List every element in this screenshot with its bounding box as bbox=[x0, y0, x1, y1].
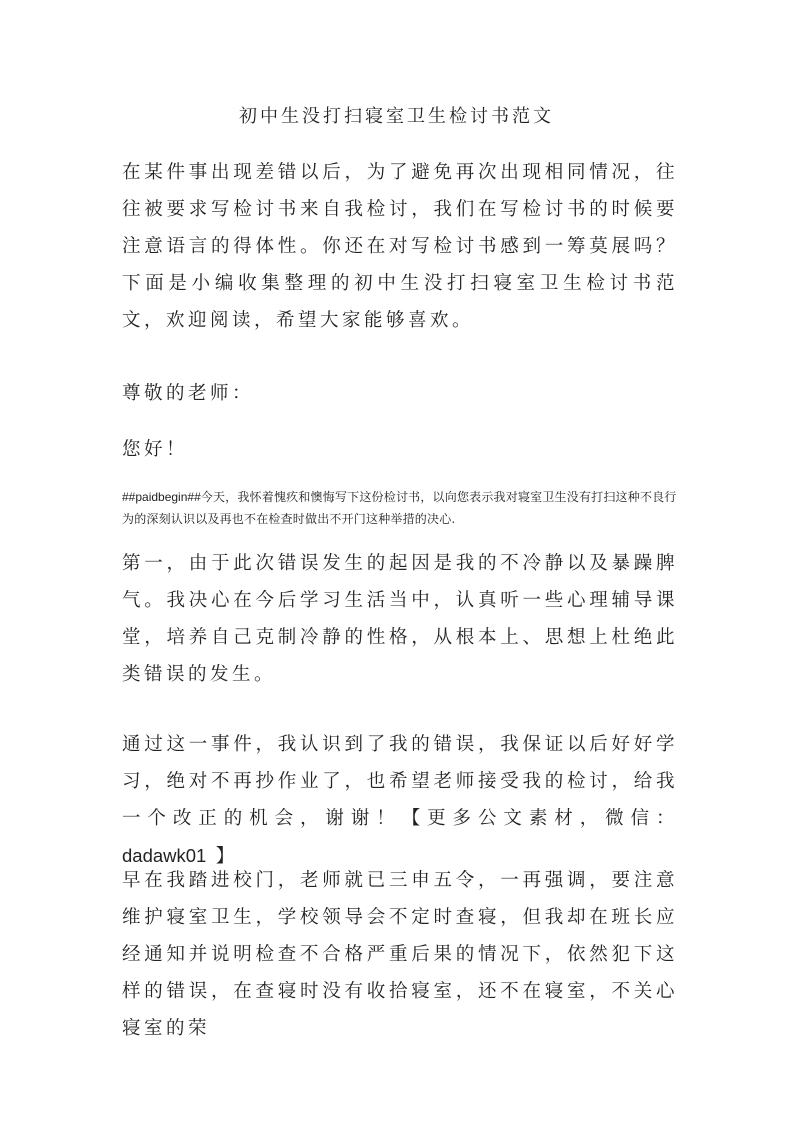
paragraph-third: 早在我踏进校门，老师就已三申五令，一再强调，要注意维护寝室卫生，学校领导会不定时查寝，但我却在班长应经通知并说明检查不合格严重后果的情况下，依然犯下这样的错误，在查寝时没有收拾寝室，还不在寝室，不关心寝室的荣 bbox=[122, 870, 678, 1039]
intro-paragraph: 在某件事出现差错以后，为了避免再次出现相同情况，往往被要求写检讨书来自我检讨，我们在写检讨书的时候要注意语言的得体性。你还在对写检讨书感到一筹莫展吗？下面是小编收集整理的初中生没打扫寝室卫生检讨书范文，欢迎阅读，希望大家能够喜欢。 bbox=[122, 162, 678, 331]
salutation: 尊敬的老师： bbox=[122, 383, 255, 404]
small-paragraph bbox=[122, 486, 678, 530]
paragraph-first: 第一，由于此次错误发生的起因是我的不冷静以及暴躁脾气。我决心在今后学习生活当中，认真听一些心理辅导课堂，培养自己克制冷静的性格，从根本上、思想上杜绝此类错误的发生。 bbox=[122, 553, 678, 685]
ad-bracket: 】 bbox=[215, 846, 238, 867]
document-title: 初中生没打扫寝室卫生检讨书范文 bbox=[239, 106, 554, 127]
paragraph-second bbox=[122, 726, 678, 875]
ad-text: 【更多公文素材，微信： bbox=[401, 808, 678, 829]
paragraph-second-text: 通过这一事件，我认识到了我的错误，我保证以后好好学习，绝对不再抄作业了，也希望老师接受我的检讨，给我一个改正的机会，谢谢！ bbox=[122, 734, 678, 829]
ad-wechat-id: dadawk01 bbox=[122, 845, 207, 866]
greeting: 您好！ bbox=[122, 439, 189, 460]
paid-marker: ##paidbegin## bbox=[122, 490, 201, 504]
small-paragraph-text: 今天，我怀着愧疚和懊悔写下这份检讨书，以向您表示我对寝室卫生没有打扫这种不良行为的深刻认识以及再也不在检查时做出不开门这种举措的决心. bbox=[122, 490, 677, 526]
